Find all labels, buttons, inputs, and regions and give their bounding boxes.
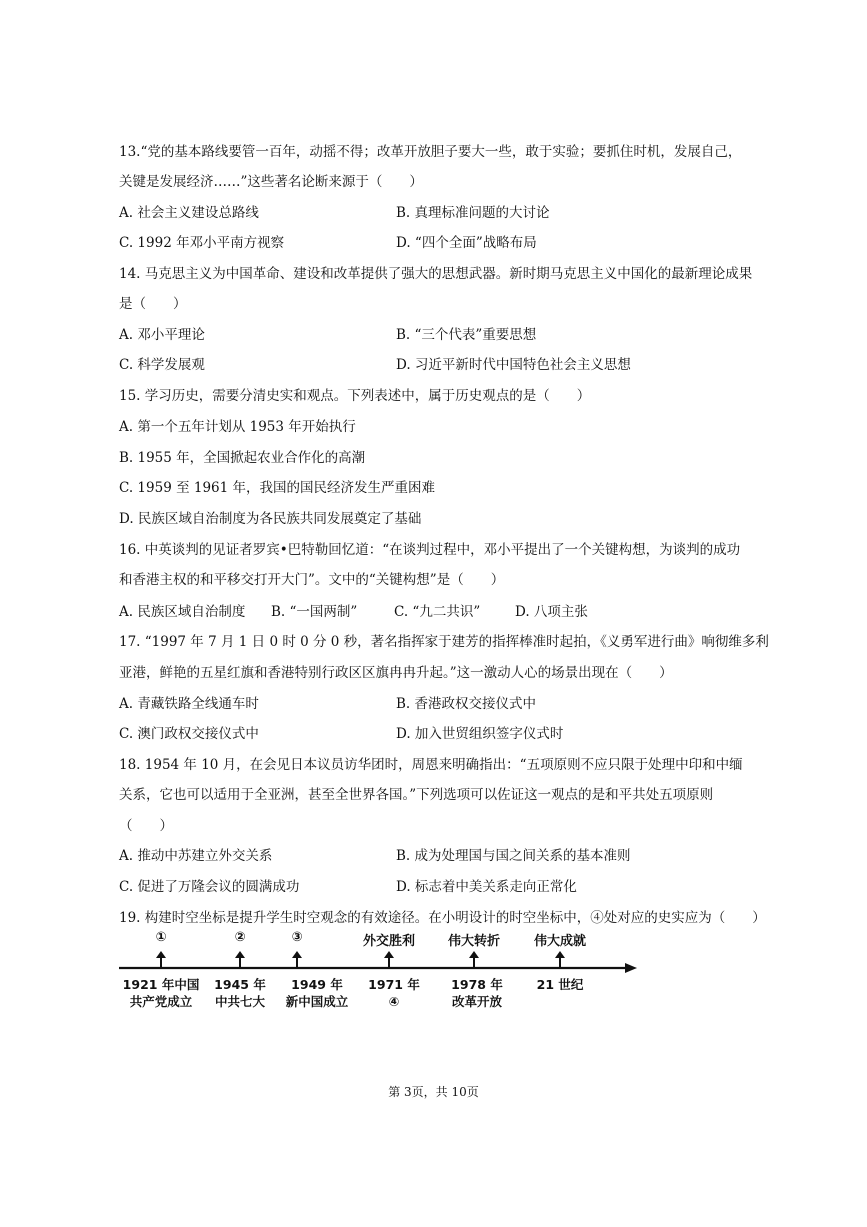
q18-option-c: C. 促进了万隆会议的圆满成功 <box>119 879 300 895</box>
q19-stem-line1: 19. 构建时空坐标是提升学生时空观念的有效途径。在小明设计的时空坐标中，④处对应的史实应为（ ） <box>119 910 766 926</box>
timeline-desc-1949: 新中国成立 <box>285 994 349 1009</box>
q17-option-d: D. 加入世贸组织签字仪式时 <box>396 726 564 742</box>
q14-stem-line1: 14. 马克思主义为中国革命、建设和改革提供了强大的思想武器。新时期马克思主义中国化的最新理论成果 <box>119 266 753 282</box>
timeline-event-1971 <box>359 976 429 1010</box>
q16-option-a: A. 民族区域自治制度 <box>119 604 246 620</box>
q14-option-a: A. 邓小平理论 <box>119 327 205 343</box>
timeline-top-label-4: 外交胜利 <box>362 934 415 949</box>
timeline-event-21c <box>524 976 596 993</box>
q14-option-c: C. 科学发展观 <box>119 357 205 373</box>
q13-option-a: A. 社会主义建设总路线 <box>119 205 259 221</box>
q16-stem-line1: 16. 中英谈判的见证者罗宾•巴特勒回忆道：“在谈判过程中，邓小平提出了一个关键构想，为谈判的成功 <box>119 542 741 558</box>
timeline-top-label-2: ② <box>234 930 246 945</box>
tick-arrow-1921 <box>156 951 166 958</box>
timeline-desc-1978: 改革开放 <box>451 994 502 1009</box>
q15-option-b: B. 1955 年，全国掀起农业合作化的高潮 <box>119 450 366 466</box>
q15-option-d: D. 民族区域自治制度为各民族共同发展奠定了基础 <box>119 511 422 527</box>
q16-option-b: B. “一国两制” <box>271 604 358 620</box>
q16-option-d: D. 八项主张 <box>515 604 588 620</box>
timeline-year-1949: 1949 年 <box>291 977 343 992</box>
timeline-figure <box>119 930 649 1020</box>
timeline-desc-1921: 共产党成立 <box>129 994 193 1009</box>
timeline-event-1949 <box>277 976 357 1010</box>
timeline-axis-arrow <box>625 963 637 973</box>
q16-options-row <box>119 603 588 621</box>
q14-option-b: B. “三个代表”重要思想 <box>396 327 537 343</box>
q18-stem-line3: （ ） <box>119 818 173 834</box>
tick-arrow-1949 <box>292 951 302 958</box>
timeline-top-label-5: 伟大转折 <box>447 934 500 949</box>
q16-option-c: C. “九二共识” <box>394 604 481 620</box>
q18-option-a: A. 推动中苏建立外交关系 <box>119 848 273 864</box>
q17-option-b: B. 香港政权交接仪式中 <box>396 696 537 712</box>
page-footer: 第 3页，共 10页 <box>388 1085 479 1099</box>
q17-stem-line2: 亚港，鲜艳的五星红旗和香港特别行政区区旗冉冉升起。”这一激动人心的场景出现在（ ） <box>119 665 673 681</box>
q17-option-c: C. 澳门政权交接仪式中 <box>119 726 259 742</box>
q18-option-d: D. 标志着中美关系走向正常化 <box>396 879 577 895</box>
tick-arrow-1945 <box>235 951 245 958</box>
q15-stem-line1: 15. 学习历史，需要分清史实和观点。下列表述中，属于历史观点的是（ ） <box>119 388 591 404</box>
timeline-desc-1971: ④ <box>388 994 400 1009</box>
q15-option-a: A. 第一个五年计划从 1953 年开始执行 <box>119 419 356 435</box>
timeline-top-label-1: ① <box>155 930 167 945</box>
q18-stem-line1: 18. 1954 年 10 月，在会见日本议员访华团时，周恩来明确指出：“五项原则不应只限于处理中印和中缅 <box>119 757 743 773</box>
q17-option-a: A. 青藏铁路全线通车时 <box>119 696 259 712</box>
timeline-year-1978: 1978 年 <box>451 977 503 992</box>
q13-stem-line2: 关键是发展经济……”这些著名论断来源于（ ） <box>119 174 423 190</box>
q13-stem-line1: 13.“党的基本路线要管一百年，动摇不得；改革开放胆子要大一些，敢于实验；要抓住时机，发展自己， <box>119 144 742 160</box>
timeline-event-1921 <box>115 976 207 1010</box>
timeline-year-21c: 21 世纪 <box>536 977 584 992</box>
timeline-event-1945 <box>203 976 277 1010</box>
q18-stem-line2: 关系，它也可以适用于全亚洲，甚至全世界各国。”下列选项可以佐证这一观点的是和平共处五项原则 <box>119 787 714 803</box>
q14-stem-line2: 是（ ） <box>119 296 187 312</box>
timeline-top-label-6: 伟大成就 <box>533 934 586 949</box>
timeline-desc-1945: 中共七大 <box>214 994 265 1009</box>
q17-stem-line1: 17. “1997 年 7 月 1 日 0 时 0 分 0 秒，著名指挥家于建芳的指挥棒准时起拍，《义勇军进行曲》响彻维多利 <box>119 634 769 650</box>
q15-option-c: C. 1959 至 1961 年，我国的国民经济发生严重困难 <box>119 480 436 496</box>
q18-option-b: B. 成为处理国与国之间关系的基本准则 <box>396 848 631 864</box>
timeline-top-label-3: ③ <box>291 930 303 945</box>
tick-arrow-1978 <box>469 951 479 958</box>
q14-option-d: D. 习近平新时代中国特色社会主义思想 <box>396 357 631 373</box>
tick-arrow-21c <box>555 951 565 958</box>
q13-option-b: B. 真理标准问题的大讨论 <box>396 205 550 221</box>
timeline-event-1978 <box>439 976 515 1010</box>
timeline-year-1921: 1921 年中国 <box>122 977 200 992</box>
tick-arrow-1971 <box>384 951 394 958</box>
q13-option-d: D. “四个全面”战略布局 <box>396 235 537 251</box>
q16-stem-line2: 和香港主权的和平移交打开大门”。文中的“关键构想”是（ ） <box>119 572 505 588</box>
timeline-year-1945: 1945 年 <box>214 977 266 992</box>
q13-option-c: C. 1992 年邓小平南方视察 <box>119 235 285 251</box>
timeline-year-1971: 1971 年 <box>368 977 420 992</box>
